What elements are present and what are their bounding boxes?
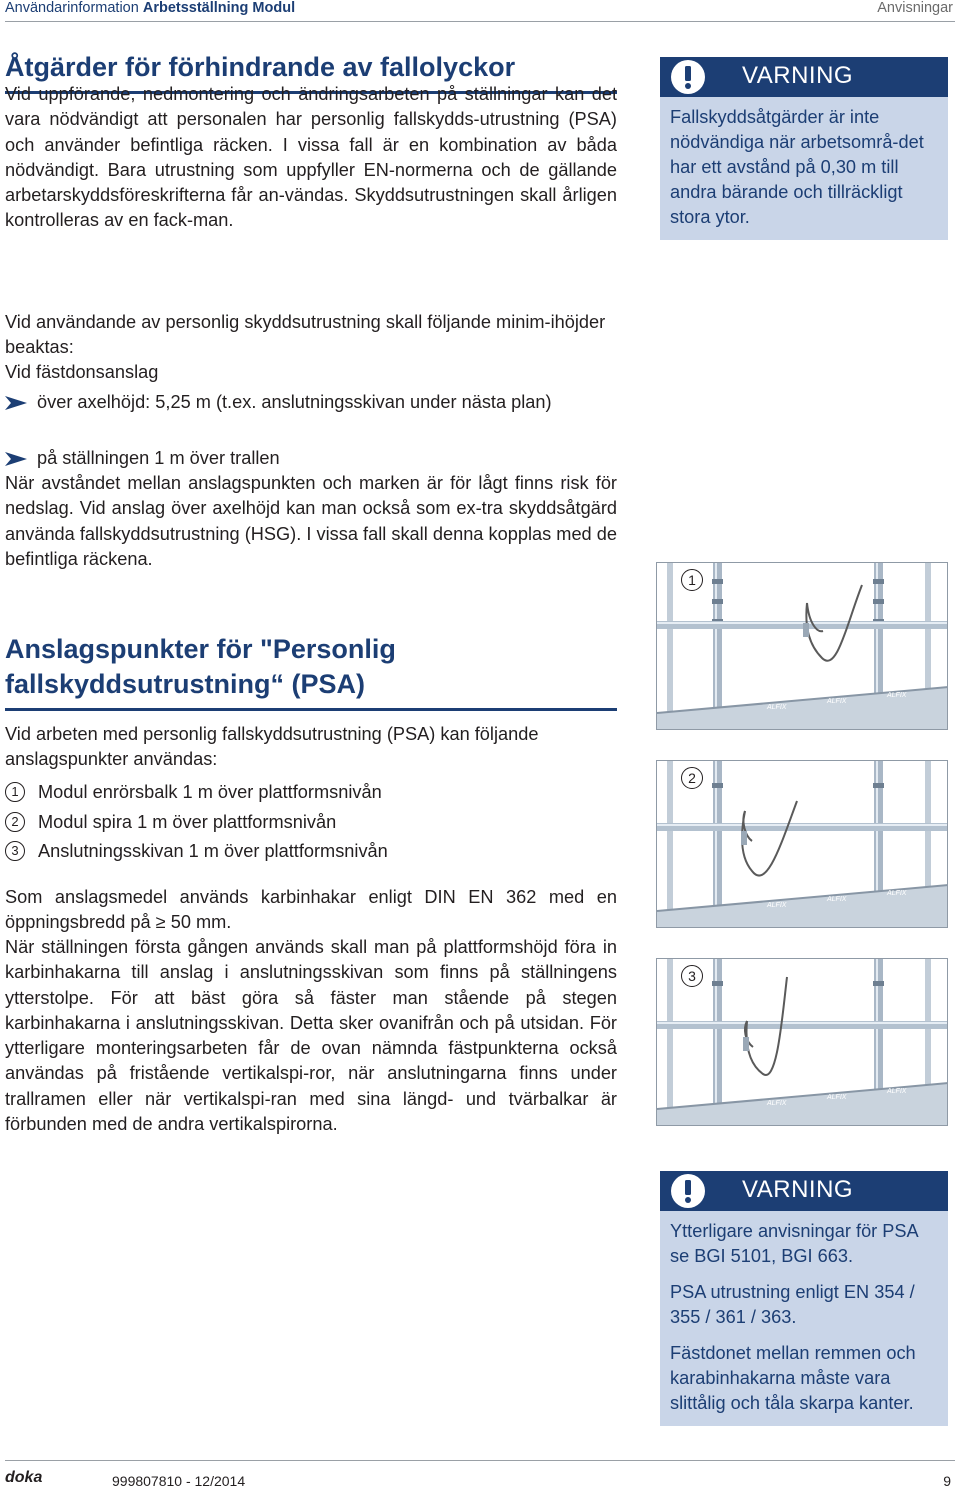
page-number: 9: [943, 1473, 951, 1489]
page-header: [5, 0, 955, 22]
item-label: Modul enrörsbalk 1 m över plattformsnivån: [38, 782, 382, 802]
exclamation-icon: [670, 59, 706, 95]
paragraph-intro: Vid uppförande, nedmontering och ändringsarbeten på ställningar kan det vara nödvändigt att personalen har personlig fallskydds-utrustning (PSA) och använder befintliga räcken. I vissa fall är en kombination av båda nödvändigt. Bara utrustning som uppfyller EN-normerna och de gällande arbetarskyddsföreskrifterna får an-vändas. Skyddsutrustningen skall årligen kontrolleras av en fack-man.: [5, 84, 617, 231]
svg-text:ALFIX: ALFIX: [827, 1094, 847, 1101]
svg-text:ALFIX: ALFIX: [887, 692, 907, 699]
warning-header: [660, 57, 948, 97]
bullet-above-shoulder: [5, 390, 617, 415]
paragraph-first-use: När ställningen första gången används skall man på plattformshöjd föra in karbinhakarna till anslag i anslutningsskivan som finns på ställningens ytterstolpe. För att bäst göra så fäster man stående på stegen karbinhakarna i anslutningsskivan. Detta sker ovanifrån och på utsidan. För ytterligare monteringsarbeten får de ovan nämnda fästpunkterna också användas på fristående vertikalspi-ror, när anslutningarna finns under trallramen eller när vertikalspi-ran med sina längd- und tvärbalkar är förbunden med de andra vertikalspirorna.: [5, 937, 617, 1135]
arrow-bullet-icon: [5, 452, 27, 466]
bullet-on-scaffold: [5, 446, 617, 471]
scaffold-rosette-illustration: [657, 959, 948, 1126]
list-item: [5, 780, 617, 810]
bullet-text: över axelhöjd: 5,25 m (t.ex. anslutningsskivan under nästa plan): [37, 392, 552, 412]
item-label: Modul spira 1 m över plattformsnivån: [38, 811, 337, 832]
scaffold-beam-illustration: [657, 563, 948, 730]
figure-number: 3: [681, 965, 703, 987]
warning-body: [660, 97, 948, 240]
figure-anchor-1: [656, 562, 948, 730]
bullet-text: på ställningen 1 m över trallen: [37, 448, 280, 468]
item-number: 2: [5, 812, 25, 832]
warning-body: [660, 1211, 948, 1426]
document-number: 999807810 - 12/2014: [112, 1473, 246, 1489]
item-label: Anslutningsskivan 1 m över plattformsnivån: [38, 841, 388, 861]
anchor-point-list: [5, 780, 617, 869]
paragraph-anchor-label: Vid fästdonsanslag: [5, 362, 159, 382]
figure-number: 1: [681, 569, 703, 591]
warning-title: VARNING: [742, 1176, 854, 1203]
section-title-fall-prevention: Åtgärder för förhindrande av fallolyckor: [5, 52, 617, 94]
paragraph-fall-risk: När avståndet mellan anslagspunkten och marken är för lågt finns risk för nedslag. Vid anslag över axelhöjd kan man också som ex-tra skyddsåtgärd använda fallskyddsutrustning (HSG). I vissa fall skall denna kopplas med de befintliga räckena.: [5, 473, 617, 569]
page-footer: [5, 1460, 955, 1489]
warning-text: Fästdonet mellan remmen och karabinhakarna måste vara slittålig och tåla skarpa kanter.: [670, 1343, 916, 1413]
item-number: 3: [5, 841, 25, 861]
paragraph-carabiner: Som anslagsmedel används karbinhakar enligt DIN EN 362 med en öppningsbredd på ≥ 50 mm.: [5, 887, 617, 933]
item-number: 1: [5, 782, 25, 802]
doka-logo: [5, 1469, 61, 1485]
header-left: [5, 0, 295, 16]
warning-box-2: [660, 1171, 948, 1426]
paragraph-anchor-intro: Vid arbeten med personlig fallskyddsutrustning (PSA) kan följande anslagspunkter användas:: [5, 724, 539, 770]
svg-text:ALFIX: ALFIX: [887, 1088, 907, 1095]
warning-text: Ytterligare anvisningar för PSA se BGI 5101, BGI 663.: [670, 1221, 918, 1266]
header-prefix: Användarinformation: [5, 0, 139, 16]
list-item: [5, 839, 617, 869]
scaffold-standard-illustration: [657, 761, 948, 928]
svg-text:ALFIX: ALFIX: [827, 896, 847, 903]
header-section: Anvisningar: [877, 0, 953, 16]
figure-number: 2: [681, 767, 703, 789]
logo-text: doka: [5, 1469, 43, 1485]
warning-box-1: [660, 57, 948, 240]
exclamation-icon: [670, 1173, 706, 1209]
svg-text:ALFIX: ALFIX: [767, 704, 787, 711]
svg-text:ALFIX: ALFIX: [767, 902, 787, 909]
arrow-bullet-icon: [5, 396, 27, 410]
figure-anchor-2: [656, 760, 948, 928]
svg-text:ALFIX: ALFIX: [767, 1100, 787, 1107]
warning-text: Fallskyddsåtgärder är inte nödvändiga när arbetsområ-det har ett avstånd på 0,30 m till andra bärande och tillräckligt stora ytor.: [670, 107, 924, 227]
section-title-anchor-points: Anslagspunkter för "Personlig fallskyddsutrustning“ (PSA): [5, 632, 617, 711]
svg-text:ALFIX: ALFIX: [887, 890, 907, 897]
figure-anchor-3: [656, 958, 948, 1126]
warning-title: VARNING: [742, 62, 854, 89]
list-item: [5, 810, 617, 840]
warning-header: [660, 1171, 948, 1211]
svg-text:ALFIX: ALFIX: [827, 698, 847, 705]
warning-text: PSA utrustning enligt EN 354 / 355 / 361 / 363.: [670, 1282, 915, 1327]
paragraph-minimum-heights: Vid användande av personlig skyddsutrustning skall följande minim-ihöjder beaktas:: [5, 312, 606, 358]
header-product: Arbetsställning Modul: [142, 0, 296, 16]
